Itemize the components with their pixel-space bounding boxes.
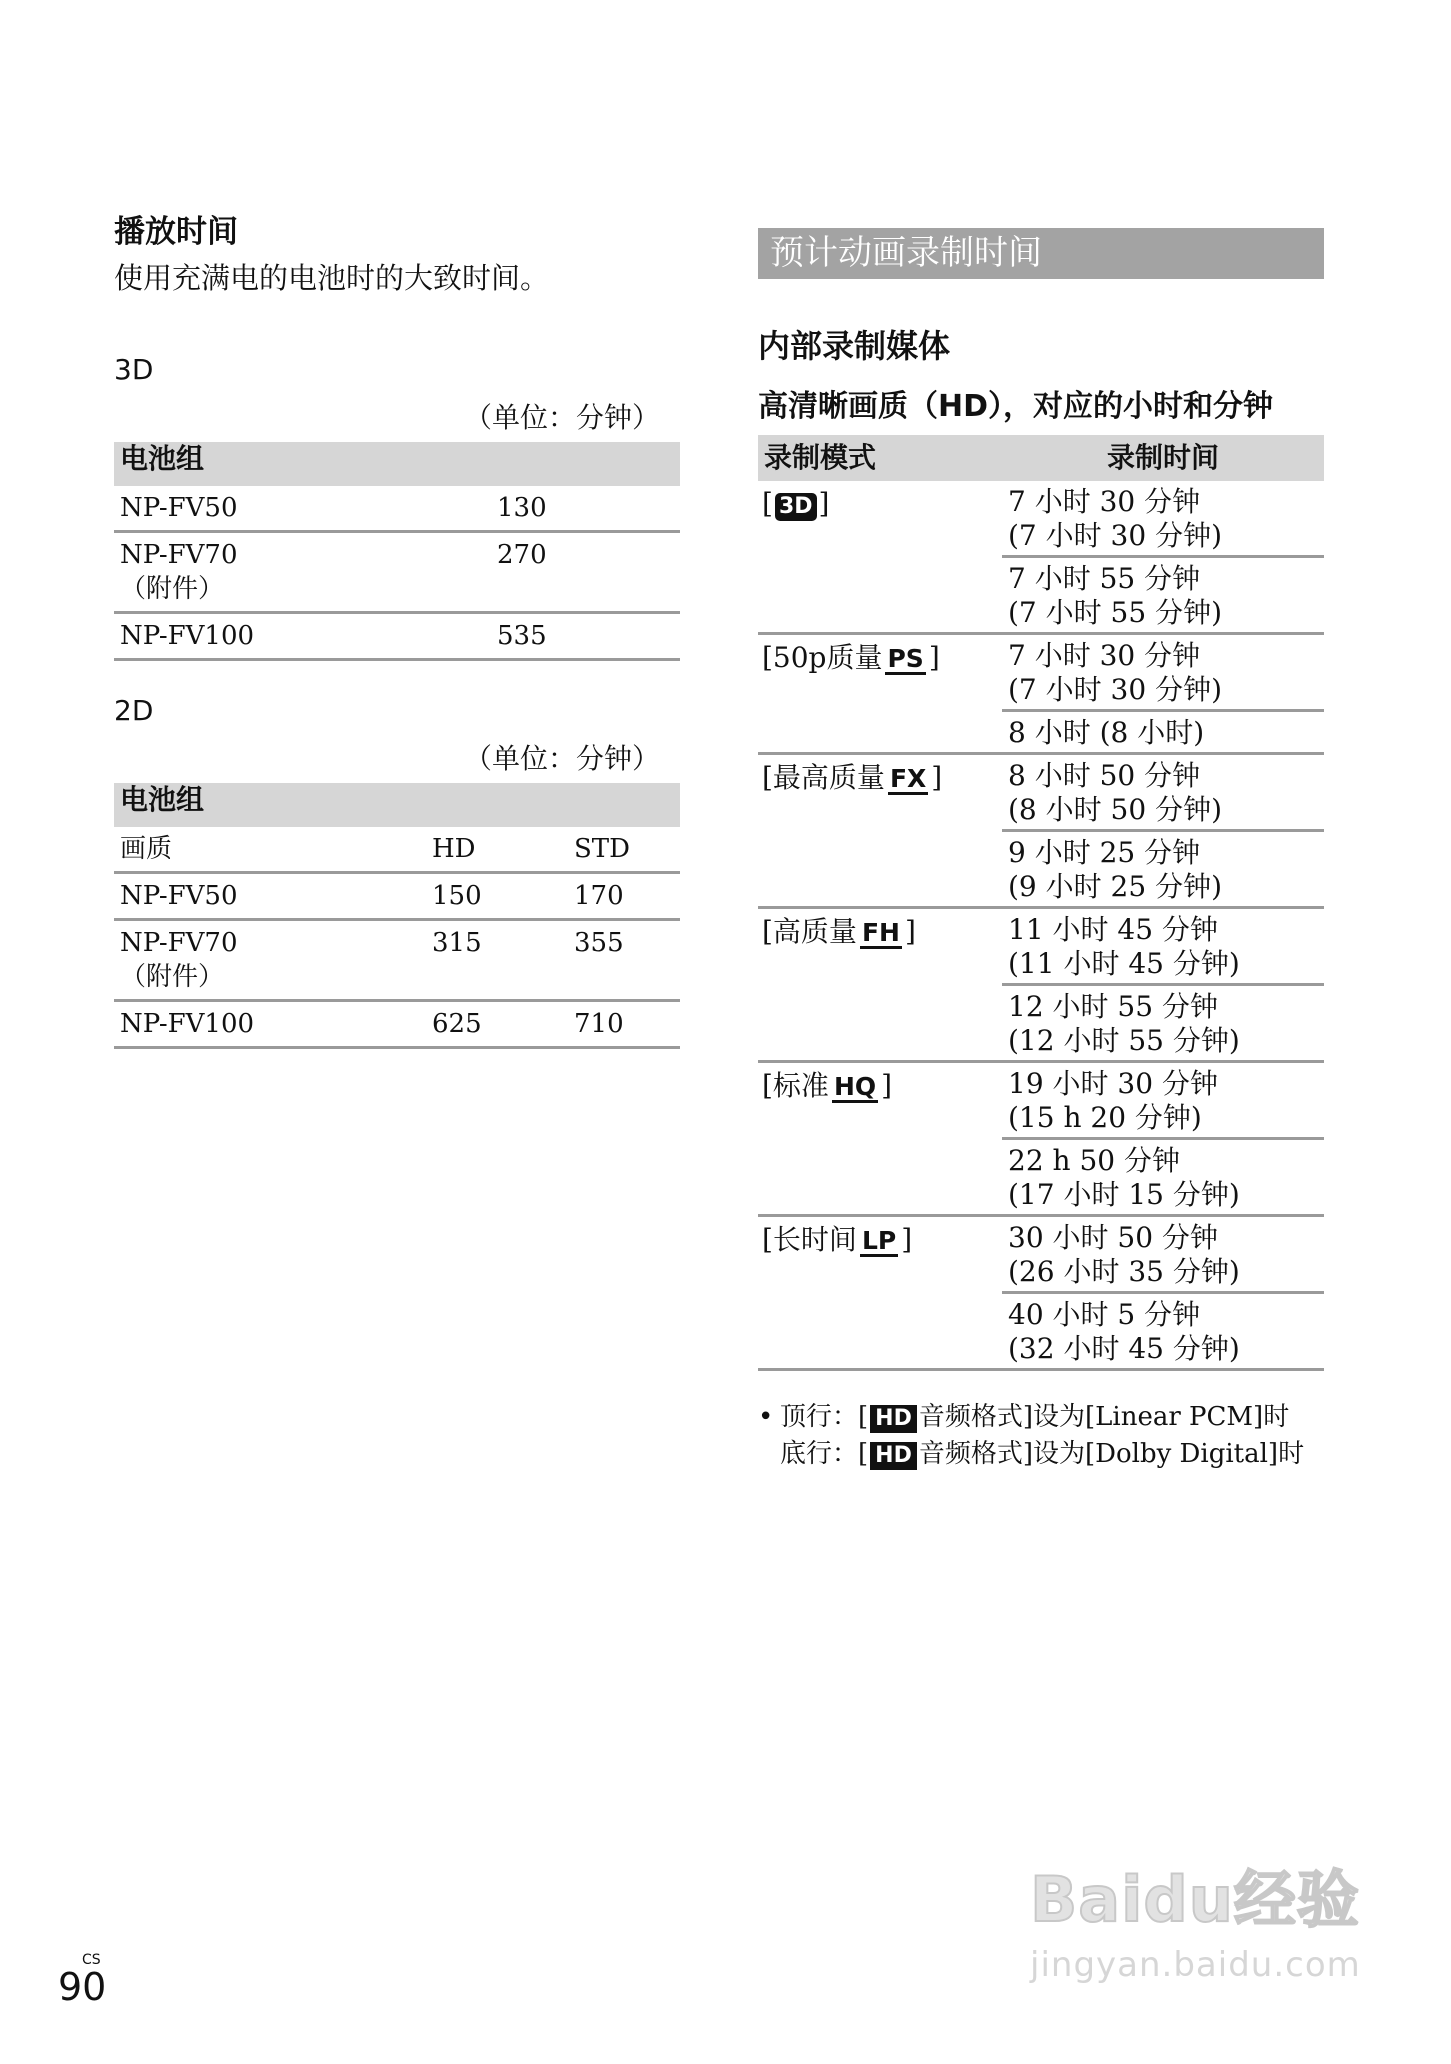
- recording-mode-cell: [758, 908, 1002, 1062]
- hd-value: 625: [426, 1001, 568, 1048]
- battery-note: （附件）: [120, 574, 225, 604]
- recording-time: 40 小时 5 分钟 (32 小时 45 分钟): [1002, 1293, 1324, 1370]
- table-row: [758, 481, 1324, 557]
- mode-3d-icon: 3D: [775, 493, 817, 521]
- std-value: 710: [568, 1001, 680, 1048]
- page-number-block: [58, 1952, 107, 2009]
- table-row: [758, 1216, 1324, 1293]
- recording-mode-suffix: ]: [928, 641, 940, 674]
- battery-value: 270: [491, 532, 680, 613]
- left-column: [114, 210, 680, 1049]
- recording-time: 9 小时 25 分钟 (9 小时 25 分钟): [1002, 831, 1324, 908]
- recording-mode-label: [高质量: [762, 915, 857, 948]
- recording-time: 8 小时 50 分钟 (8 小时 50 分钟): [1002, 754, 1324, 831]
- recording-time-table: [758, 435, 1324, 1371]
- hd-quality-title: 高清晰画质（HD），对应的小时和分钟: [758, 389, 1274, 424]
- playback-description: 使用充满电的电池时的大致时间。: [114, 261, 550, 295]
- recording-mode-cell: [758, 1062, 1002, 1216]
- bullet: •: [758, 1402, 774, 1432]
- table-row: [114, 613, 680, 660]
- page-language-code: CS: [82, 1952, 101, 1968]
- hd-value: 150: [426, 873, 568, 920]
- std-value: 170: [568, 873, 680, 920]
- recording-mode-label: [: [762, 487, 773, 520]
- unit-note-2d: （单位：分钟）: [463, 742, 660, 775]
- recording-time: 8 小时 (8 小时): [1002, 711, 1324, 754]
- battery-value: 535: [491, 613, 680, 660]
- footnote-bottom-prefix: 底行：[: [780, 1439, 869, 1469]
- recording-mode-suffix: ]: [881, 1069, 893, 1102]
- hd-icon: HD: [870, 1405, 917, 1433]
- battery-note: （附件）: [120, 962, 225, 992]
- recording-mode-label: [长时间: [762, 1223, 857, 1256]
- watermark-url: jingyan.baidu.com: [1030, 1945, 1361, 1985]
- watermark: [1030, 1850, 1370, 2010]
- battery-name: NP-FV50: [120, 881, 238, 911]
- footnote-top-suffix: 音频格式]设为[Linear PCM]时: [918, 1402, 1290, 1432]
- col-mode-header: 录制模式: [758, 435, 1002, 481]
- table-row: [758, 908, 1324, 985]
- watermark-brand: Baidu经验: [1030, 1863, 1360, 1936]
- table-row: [114, 1001, 680, 1048]
- recording-mode-cell: [758, 634, 1002, 754]
- table-row: [114, 873, 680, 920]
- hd-value: 315: [426, 920, 568, 1001]
- table-subheader: [114, 827, 680, 873]
- table-row: [758, 634, 1324, 711]
- table-row: [114, 532, 680, 613]
- recording-time: 19 小时 30 分钟 (15 h 20 分钟): [1002, 1062, 1324, 1139]
- col-std: STD: [568, 827, 680, 873]
- battery-table-2d: [114, 783, 680, 1049]
- table-header: 电池组: [114, 783, 680, 827]
- recording-mode-label: [标准: [762, 1069, 829, 1102]
- battery-table-3d: [114, 442, 680, 661]
- col-quality: 画质: [114, 827, 426, 873]
- recording-mode-suffix: ]: [931, 761, 943, 794]
- mode-ps-icon: PS: [887, 644, 924, 673]
- recording-mode-label: [最高质量: [762, 761, 885, 794]
- right-column: [758, 228, 1324, 1473]
- mode-fx-icon: FX: [889, 764, 927, 793]
- recording-time: 12 小时 55 分钟 (12 小时 55 分钟): [1002, 985, 1324, 1062]
- recording-time: 7 小时 55 分钟 (7 小时 55 分钟): [1002, 557, 1324, 634]
- table-row: [114, 920, 680, 1001]
- section-2d-label: 2D: [114, 694, 154, 727]
- recording-time: 11 小时 45 分钟 (11 小时 45 分钟): [1002, 908, 1324, 985]
- col-time-header: 录制时间: [1002, 435, 1324, 481]
- battery-value: 130: [491, 486, 680, 532]
- battery-name: NP-FV50: [120, 493, 238, 523]
- media-title: 内部录制媒体: [758, 327, 951, 365]
- recording-mode-suffix: ]: [904, 915, 916, 948]
- battery-name: NP-FV100: [120, 1009, 255, 1039]
- battery-name: NP-FV70: [120, 540, 238, 570]
- recording-mode-cell: [758, 1216, 1002, 1370]
- table-row: [758, 754, 1324, 831]
- footnote-top-line: [780, 1399, 1324, 1436]
- mode-fh-icon: FH: [861, 918, 900, 947]
- recording-time: 30 小时 50 分钟 (26 小时 35 分钟): [1002, 1216, 1324, 1293]
- section-banner: 预计动画录制时间: [758, 228, 1324, 279]
- table-header: 电池组: [114, 442, 680, 486]
- std-value: 355: [568, 920, 680, 1001]
- recording-mode-suffix: ]: [818, 487, 830, 520]
- mode-lp-icon: LP: [861, 1226, 897, 1255]
- hd-icon: HD: [870, 1442, 917, 1470]
- page-number: 90: [58, 1965, 107, 2009]
- recording-mode-cell: [758, 754, 1002, 908]
- table-row: [114, 486, 680, 532]
- footnote-top-prefix: 顶行：[: [780, 1402, 869, 1432]
- footnote-bottom-suffix: 音频格式]设为[Dolby Digital]时: [918, 1439, 1305, 1469]
- col-hd: HD: [426, 827, 568, 873]
- playback-title: 播放时间: [114, 214, 238, 250]
- recording-time: 7 小时 30 分钟 (7 小时 30 分钟): [1002, 634, 1324, 711]
- footnote: [758, 1399, 1324, 1473]
- recording-mode-suffix: ]: [901, 1223, 913, 1256]
- footnote-bottom-line: [780, 1436, 1324, 1473]
- recording-time: 7 小时 30 分钟 (7 小时 30 分钟): [1002, 481, 1324, 557]
- recording-mode-cell: [758, 481, 1002, 634]
- section-3d-label: 3D: [114, 353, 154, 386]
- unit-note-3d: （单位：分钟）: [463, 401, 660, 434]
- mode-hq-icon: HQ: [833, 1072, 877, 1101]
- battery-name: NP-FV100: [120, 621, 255, 651]
- recording-mode-label: [50p质量: [762, 641, 883, 674]
- recording-time: 22 h 50 分钟 (17 小时 15 分钟): [1002, 1139, 1324, 1216]
- battery-name: NP-FV70: [120, 928, 238, 958]
- table-row: [758, 1062, 1324, 1139]
